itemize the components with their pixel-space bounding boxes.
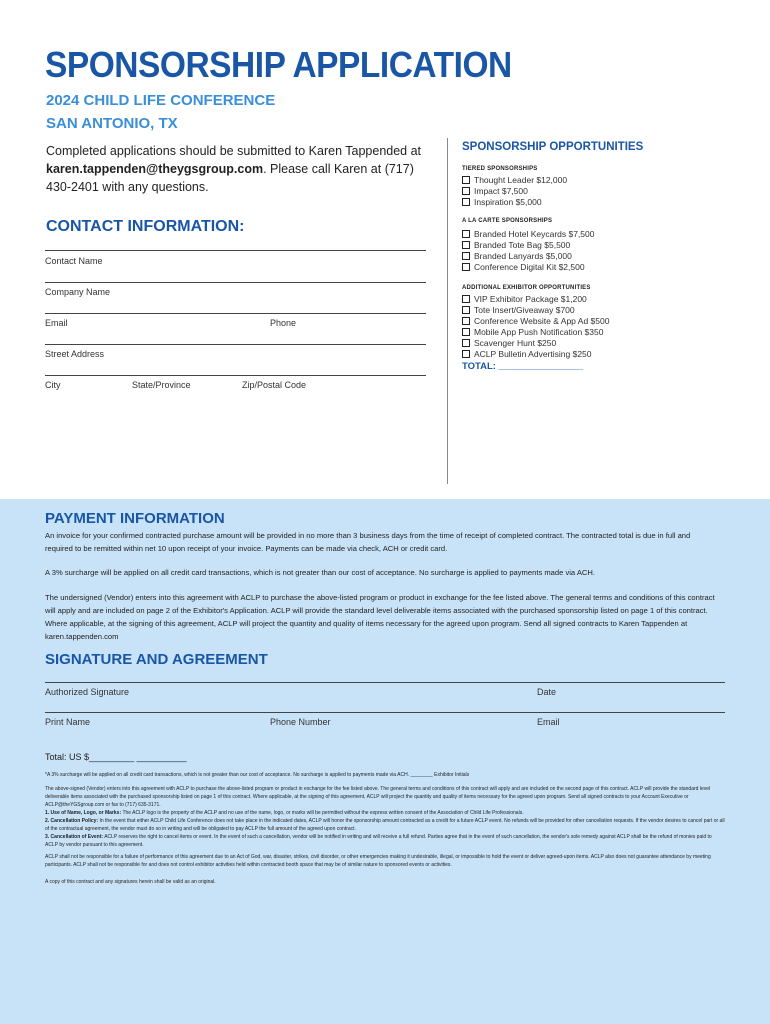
checkbox[interactable] <box>462 230 470 238</box>
alacarte-heading: A LA CARTE SPONSORSHIPS <box>462 218 553 224</box>
page-title: SPONSORSHIP APPLICATION <box>45 44 512 85</box>
street-address-label: Street Address <box>45 349 105 359</box>
exhibitor-heading: ADDITIONAL EXHIBITOR OPPORTUNITIES <box>462 285 591 291</box>
terms-item-2: 2. Cancellation Policy: In the event that either ACLP Child Life Conference does not take place in the indicated dates, ACLP will honor the sponsorship amount contracted as a credit for a future ACLP event. No refunds will be provided for other cancellation requests. If the vendor desires to cancel part or all of the contractual agreement, the vendor must do so in writing and will be obligated to pay ACLP the full amount of the agreed upon contract. <box>45 818 725 832</box>
terms-item-1: 1. Use of Name, Logo, or Marks: The ACLP logo is the property of the ACLP and no use of the name, logo, or marks will be permitted without the express written consent of the Association of Child Life Professionals. <box>45 810 524 816</box>
checkbox[interactable] <box>462 295 470 303</box>
option-digital-kit[interactable]: Conference Digital Kit $2,500 <box>462 261 585 272</box>
option-inspiration[interactable]: Inspiration $5,000 <box>462 196 542 207</box>
contact-name-label: Contact Name <box>45 256 103 266</box>
zip-label: Zip/Postal Code <box>242 380 307 390</box>
city-label: City <box>45 380 61 390</box>
terms-item-3: 3. Cancellation of Event: ACLP reserves the right to cancel items or event. In the event of such a cancellation, vendor will be notified in writing and will receive a full refund. Parties agree that in the event of such cancellation, the vendor's sole remedy against ACLP shall be the refund of monies paid to ACLP by vendor pursuant to this agreement. <box>45 834 712 848</box>
payment-paragraph-1: An invoice for your confirmed contracted purchase amount will be provided in no more than 3 business days from the time of receipt of completed contract. The contracted total is due in full and required to be remitted within net 10 upon receipt of your invoice. Payments can be made via check, ACH or credit card. <box>45 531 691 553</box>
checkbox[interactable] <box>462 252 470 260</box>
column-divider <box>447 138 448 484</box>
sponsorship-heading: SPONSORSHIP OPPORTUNITIES <box>462 141 644 153</box>
authorized-signature-label: Authorized Signature <box>45 687 130 697</box>
liability-notice: ACLP shall not be responsible for a failure of performance of this agreement due to an Act of God, war, disaster, strikes, civil disorder, or other emergencies making it undesirable, illegal, or impossible to hold the event or deliver agreed-upon items. ACLP also does not guarantee attendance by meeting participants. ACLP shall not be responsible for and does not control exhibitor activities held within contracted booth space that may be of similar nature to sponsored events or activities. <box>45 854 711 868</box>
terms-intro: The above-signed (Vendor) enters into this agreement with ACLP to purchase the above-listed program or product in exchange for the fee listed above. The general terms and conditions of this contract will apply and are included on the second page of this contract. ACLP will provide the standard level deliverable items associated with the purchased sponsorship listed on page 1 of this contract. Where applicable, at the signing of this agreement, ACLP will project the quantity and quality of items necessary for the agreed upon program. Send all signed contracts to your Account Executive or ACLP@theYGSgroup.com or fax to (717) 635-3171. <box>45 786 711 808</box>
checkbox[interactable] <box>462 339 470 347</box>
intro-text: Completed applications should be submitted to Karen Tappended at karen.tappenden@theygsgroup.com. Please call Karen at (717) 430-2401 with any questions. <box>46 144 422 194</box>
option-tote-insert[interactable]: Tote Insert/Giveaway $700 <box>462 304 575 315</box>
checkbox[interactable] <box>462 306 470 314</box>
checkbox[interactable] <box>462 176 470 184</box>
option-thought-leader[interactable]: Thought Leader $12,000 <box>462 174 567 185</box>
option-tote-bag[interactable]: Branded Tote Bag $5,500 <box>462 239 570 250</box>
option-push-notification[interactable]: Mobile App Push Notification $350 <box>462 326 603 337</box>
tiered-heading: TIERED SPONSORSHIPS <box>462 166 538 172</box>
location-subtitle: SAN ANTONIO, TX <box>46 115 178 132</box>
street-address-field[interactable] <box>45 344 426 345</box>
contact-email-link[interactable]: karen.tappenden@theygsgroup.com <box>46 162 264 176</box>
contact-heading: CONTACT INFORMATION: <box>46 218 245 235</box>
payment-paragraph-2: A 3% surcharge will be applied on all credit card transactions, which is not greater than our cost of acceptance. No surcharge is applied to payments made via ACH. <box>45 568 595 577</box>
option-scavenger-hunt[interactable]: Scavenger Hunt $250 <box>462 337 556 348</box>
print-name-field[interactable] <box>45 712 725 713</box>
state-label: State/Province <box>132 380 191 390</box>
contact-name-field[interactable] <box>45 250 426 251</box>
company-name-label: Company Name <box>45 287 111 297</box>
email-label: Email <box>45 318 68 328</box>
copy-validity-notice: A copy of this contract and any signatures herein shall be valid as an original. <box>45 879 216 885</box>
checkbox[interactable] <box>462 198 470 206</box>
checkbox[interactable] <box>462 350 470 358</box>
payment-paragraph-3: The undersigned (Vendor) enters into this agreement with ACLP to purchase the above-listed program or product in exchange for the fee listed above. The general terms and conditions of this contract will apply and are included on page 2 of the Exhibitor's Application. ACLP will provide the standard level deliverable items associated with the purchased sponsorship listed on page 1 of this contract. Where applicable, at the signing of this agreement, ACLP will project the quantity and quality of items necessary for the agreed upon program. Send all signed contracts to Karen Tappenden at karen.tappenden.com <box>45 593 715 641</box>
signature-date-field[interactable] <box>45 682 725 683</box>
checkbox[interactable] <box>462 328 470 336</box>
signature-email-label: Email <box>537 717 560 727</box>
sponsorship-total[interactable]: TOTAL: ________________ <box>462 361 584 372</box>
option-lanyards[interactable]: Branded Lanyards $5,000 <box>462 250 572 261</box>
option-hotel-keycards[interactable]: Branded Hotel Keycards $7,500 <box>462 228 595 239</box>
phone-label: Phone <box>270 318 297 328</box>
checkbox[interactable] <box>462 263 470 271</box>
option-impact[interactable]: Impact $7,500 <box>462 185 528 196</box>
phone-number-label: Phone Number <box>270 717 331 727</box>
date-label: Date <box>537 687 557 697</box>
checkbox[interactable] <box>462 187 470 195</box>
print-name-label: Print Name <box>45 717 91 727</box>
conference-subtitle: 2024 CHILD LIFE CONFERENCE <box>46 92 276 109</box>
checkbox[interactable] <box>462 317 470 325</box>
signature-total[interactable]: Total: US $_________ __________ <box>45 752 187 762</box>
signature-heading: SIGNATURE AND AGREEMENT <box>45 651 268 668</box>
option-bulletin-ad[interactable]: ACLP Bulletin Advertising $250 <box>462 348 592 359</box>
option-website-ad[interactable]: Conference Website & App Ad $500 <box>462 315 609 326</box>
payment-heading: PAYMENT INFORMATION <box>45 510 225 527</box>
checkbox[interactable] <box>462 241 470 249</box>
option-vip-package[interactable]: VIP Exhibitor Package $1,200 <box>462 293 587 304</box>
email-phone-field[interactable] <box>45 313 426 314</box>
surcharge-notice: *A 3% surcharge will be applied on all credit card transactions, which is not greater than our cost of acceptance. No surcharge is applied to payments made via ACH. ________ Exhibitor Initials <box>45 772 470 778</box>
company-name-field[interactable] <box>45 282 426 283</box>
city-state-zip-field[interactable] <box>45 375 426 376</box>
terms-block <box>45 785 725 849</box>
